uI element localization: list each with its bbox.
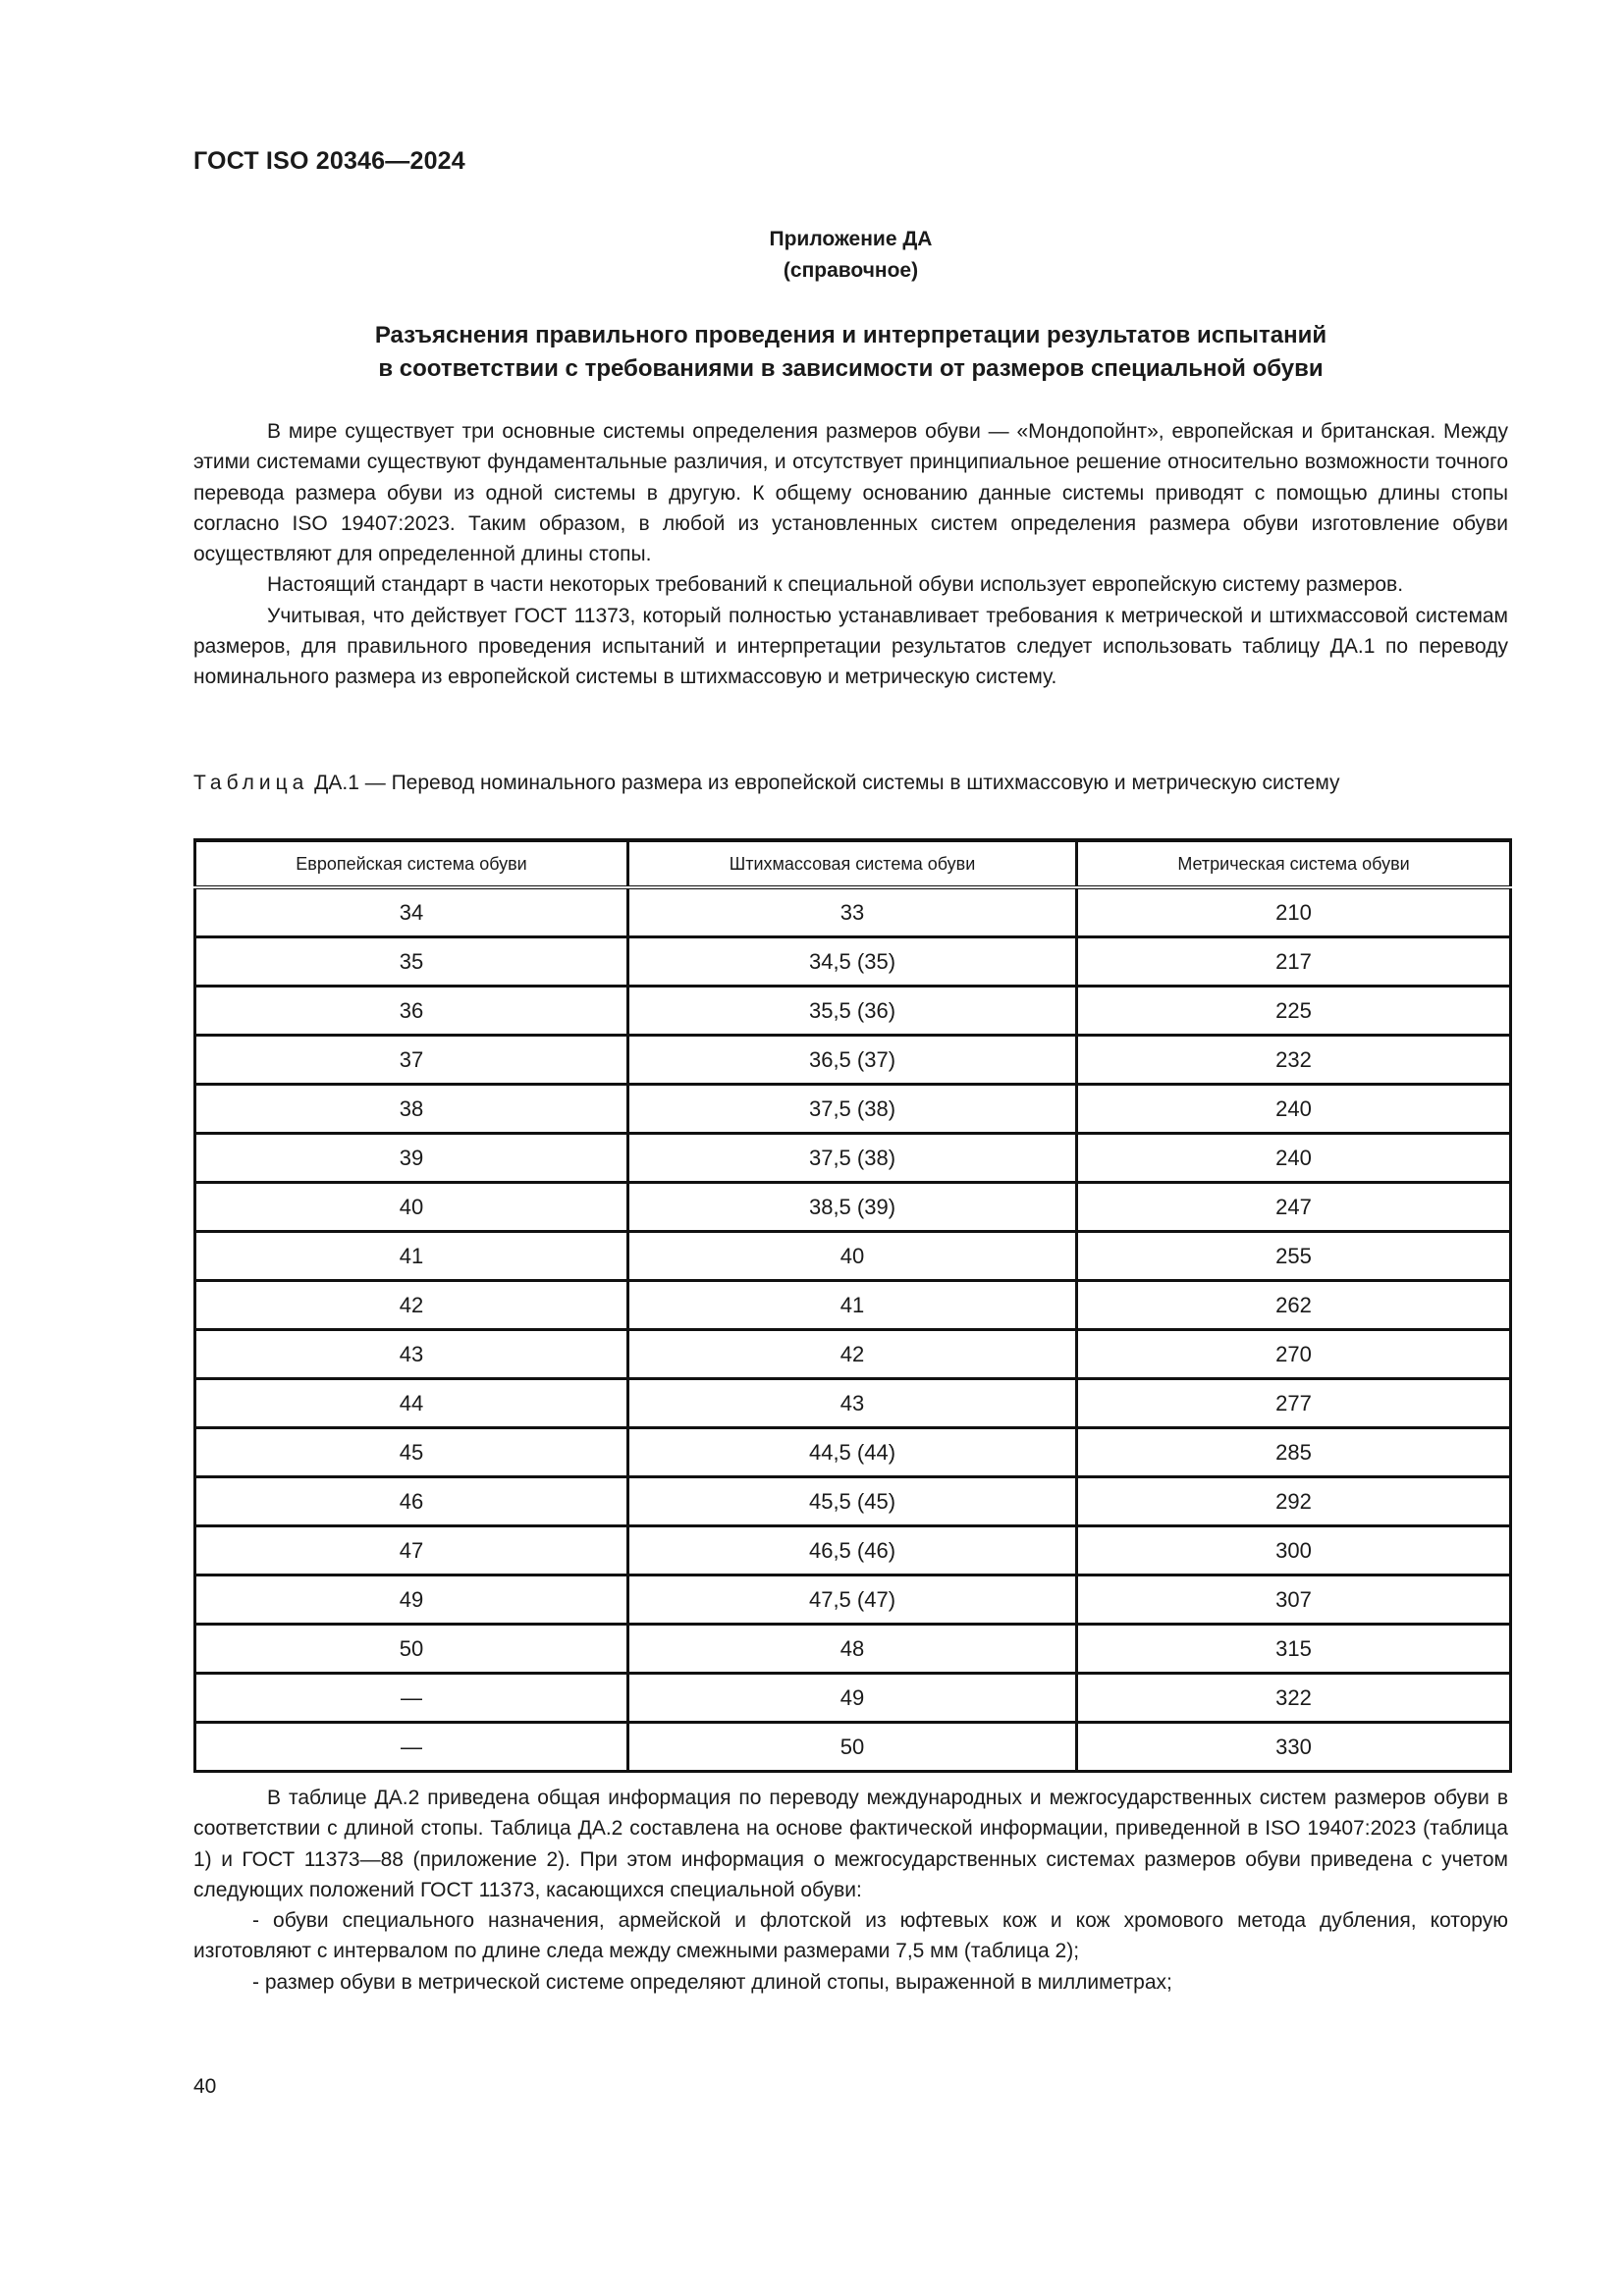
cell-metric: 240: [1077, 1134, 1511, 1183]
cell-stichmass: 37,5 (38): [628, 1134, 1077, 1183]
section-title-line-1: Разъяснения правильного проведения и интерпретации результатов испытаний: [374, 322, 1327, 348]
cell-european: 44: [195, 1379, 628, 1428]
table-row: [195, 1723, 1511, 1772]
list-item: - обуви специального назначения, армейской и флотской из юфтевых кож и кож хромового метода дубления, которую изготовляют с интервалом по длине следа между смежными размерами 7,5 мм (таблица 2);: [193, 1909, 1508, 1963]
table-row: [195, 1085, 1511, 1134]
table-row: [195, 1183, 1511, 1232]
cell-metric: 240: [1077, 1085, 1511, 1134]
table-row: [195, 987, 1511, 1036]
cell-european: 47: [195, 1526, 628, 1575]
cell-metric: 262: [1077, 1281, 1511, 1330]
cell-stichmass: 44,5 (44): [628, 1428, 1077, 1477]
table-row: [195, 1281, 1511, 1330]
cell-metric: 330: [1077, 1723, 1511, 1772]
cell-european: 49: [195, 1575, 628, 1625]
cell-metric: 247: [1077, 1183, 1511, 1232]
page-number: 40: [193, 2075, 217, 2098]
cell-european: 42: [195, 1281, 628, 1330]
intro-text: [193, 416, 1508, 693]
cell-european: 38: [195, 1085, 628, 1134]
table-row: [195, 1526, 1511, 1575]
size-conversion-table: [193, 838, 1512, 1773]
cell-european: 35: [195, 937, 628, 987]
column-header-metric: Метрическая система обуви: [1077, 840, 1511, 887]
table-row: [195, 1036, 1511, 1085]
cell-metric: 300: [1077, 1526, 1511, 1575]
table-row: [195, 1477, 1511, 1526]
cell-european: 34: [195, 887, 628, 937]
table-row: [195, 1674, 1511, 1723]
cell-european: 41: [195, 1232, 628, 1281]
cell-metric: 292: [1077, 1477, 1511, 1526]
cell-stichmass: 47,5 (47): [628, 1575, 1077, 1625]
section-title-line-2: в соответствии с требованиями в зависимости от размеров специальной обуви: [378, 355, 1324, 382]
document-header: ГОСТ ISO 20346—2024: [193, 147, 465, 175]
cell-metric: 277: [1077, 1379, 1511, 1428]
cell-european: 39: [195, 1134, 628, 1183]
cell-stichmass: 41: [628, 1281, 1077, 1330]
cell-metric: 270: [1077, 1330, 1511, 1379]
cell-metric: 285: [1077, 1428, 1511, 1477]
section-title: [193, 319, 1508, 386]
cell-european: 36: [195, 987, 628, 1036]
cell-european: 45: [195, 1428, 628, 1477]
table-row: [195, 1330, 1511, 1379]
table-header-row: [195, 840, 1511, 887]
paragraph: Настоящий стандарт в части некоторых требований к специальной обуви использует европейскую систему размеров.: [267, 573, 1404, 597]
table-row: [195, 1575, 1511, 1625]
cell-european: 50: [195, 1625, 628, 1674]
cell-metric: 307: [1077, 1575, 1511, 1625]
cell-stichmass: 50: [628, 1723, 1077, 1772]
cell-metric: 217: [1077, 937, 1511, 987]
table-row: [195, 1428, 1511, 1477]
table-row: [195, 1379, 1511, 1428]
closing-text: [193, 1783, 1508, 1998]
table-caption: [193, 769, 1508, 798]
cell-metric: 232: [1077, 1036, 1511, 1085]
list-item: - размер обуви в метрической системе определяют длиной стопы, выраженной в миллиметрах;: [252, 1970, 1172, 1994]
table-caption-label: Таблица: [193, 772, 309, 794]
cell-stichmass: 37,5 (38): [628, 1085, 1077, 1134]
paragraph: Учитывая, что действует ГОСТ 11373, который полностью устанавливает требования к метрической и штихмассовой системам размеров, для правильного проведения испытаний и интерпретации результатов следует использовать таблицу ДА.1 по переводу номинального размера из европейской системы в штихмассовую и метрическую систему.: [193, 604, 1508, 689]
table-row: [195, 1625, 1511, 1674]
cell-european: 46: [195, 1477, 628, 1526]
cell-stichmass: 36,5 (37): [628, 1036, 1077, 1085]
cell-stichmass: 43: [628, 1379, 1077, 1428]
table-row: [195, 887, 1511, 937]
paragraph: В мире существует три основные системы определения размеров обуви — «Мондопойнт», европейская и британская. Между этими системами существуют фундаментальные различия, и отсутствует принципиальное решение относительно возможности точного перевода размера обуви из одной системы в другую. К общему основанию данные системы приводят с помощью длины стопы согласно ISO 19407:2023. Таким образом, в любой из установленных систем определения размера обуви изготовление обуви осуществляют для определенной длины стопы.: [193, 420, 1508, 566]
cell-metric: 225: [1077, 987, 1511, 1036]
cell-european: —: [195, 1674, 628, 1723]
cell-stichmass: 42: [628, 1330, 1077, 1379]
cell-metric: 255: [1077, 1232, 1511, 1281]
column-header-stichmass: Штихмассовая система обуви: [628, 840, 1077, 887]
cell-stichmass: 38,5 (39): [628, 1183, 1077, 1232]
cell-stichmass: 33: [628, 887, 1077, 937]
cell-stichmass: 46,5 (46): [628, 1526, 1077, 1575]
cell-stichmass: 49: [628, 1674, 1077, 1723]
cell-european: —: [195, 1723, 628, 1772]
cell-stichmass: 48: [628, 1625, 1077, 1674]
cell-stichmass: 34,5 (35): [628, 937, 1077, 987]
cell-european: 37: [195, 1036, 628, 1085]
cell-stichmass: 45,5 (45): [628, 1477, 1077, 1526]
table-caption-text: ДА.1 — Перевод номинального размера из европейской системы в штихмассовую и метрическую систему: [308, 772, 1340, 794]
cell-stichmass: 40: [628, 1232, 1077, 1281]
cell-metric: 315: [1077, 1625, 1511, 1674]
annex-title: Приложение ДА: [769, 228, 933, 250]
cell-stichmass: 35,5 (36): [628, 987, 1077, 1036]
table-row: [195, 1134, 1511, 1183]
cell-metric: 210: [1077, 887, 1511, 937]
column-header-european: Европейская система обуви: [195, 840, 628, 887]
cell-european: 43: [195, 1330, 628, 1379]
annex-heading: [193, 224, 1508, 287]
cell-european: 40: [195, 1183, 628, 1232]
annex-type: (справочное): [783, 259, 919, 282]
table-row: [195, 937, 1511, 987]
table-row: [195, 1232, 1511, 1281]
cell-metric: 322: [1077, 1674, 1511, 1723]
paragraph: В таблице ДА.2 приведена общая информация по переводу международных и межгосударственных систем размеров обуви в соответствии с длиной стопы. Таблица ДА.2 составлена на основе фактической информации, приведенной в ISO 19407:2023 (таблица 1) и ГОСТ 11373—88 (приложение 2). При этом информация о межгосударственных системах размеров обуви приведена с учетом следующих положений ГОСТ 11373, касающихся специальной обуви:: [193, 1787, 1508, 1901]
